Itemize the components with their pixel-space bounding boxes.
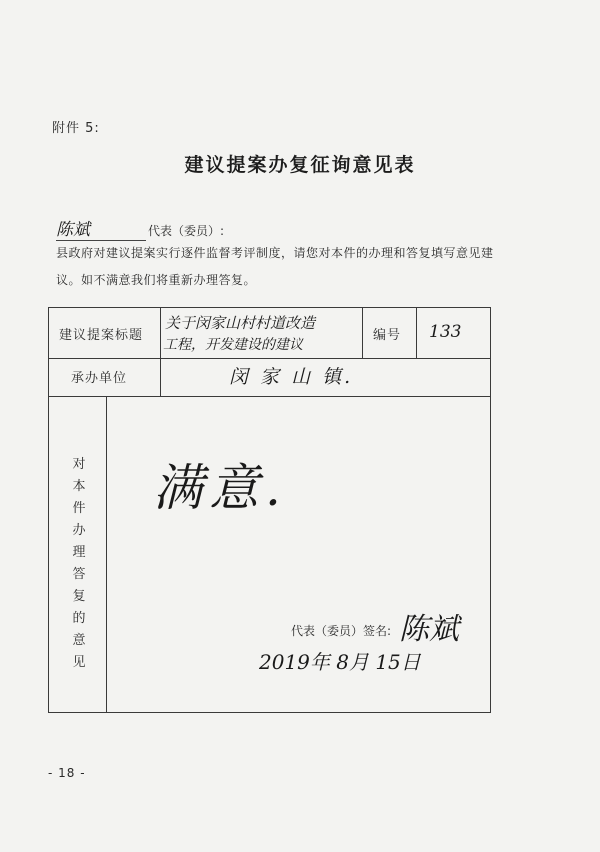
- number-value[interactable]: 133: [429, 322, 462, 342]
- notice-text: 县政府对建议提案实行逐件监督考评制度，请您对本件的办理和答复填写意见建议。如不满意我们将重新办理答复。: [56, 246, 494, 287]
- date-value[interactable]: 2019年 8月 15日: [259, 650, 421, 674]
- col-divider-label-title: [160, 308, 161, 396]
- title-value-line2[interactable]: 工程，开发建设的建议: [163, 337, 303, 353]
- number-label: 编号: [373, 328, 402, 343]
- col-divider-number-left: [362, 308, 363, 358]
- dept-label: 承办单位: [71, 371, 128, 386]
- dept-value[interactable]: 闵 家 山 镇.: [229, 366, 354, 388]
- representative-suffix: 代表（委员）:: [148, 224, 225, 238]
- col-divider-number-right: [416, 308, 417, 358]
- title-value-line1[interactable]: 关于闵家山村村道改造: [165, 314, 316, 332]
- page-number: - 18 -: [48, 766, 86, 780]
- opinion-form-table: [48, 307, 491, 713]
- title-label: 建议提案标题: [59, 328, 144, 343]
- opinion-label: 对本件办理答复的意见: [72, 457, 86, 670]
- representative-line: [56, 215, 224, 241]
- page-title: 建议提案办复征询意见表: [184, 154, 416, 176]
- signature-value[interactable]: 陈斌: [399, 612, 459, 647]
- signature-label: 代表（委员）签名:: [291, 624, 392, 638]
- opinion-value[interactable]: 满意.: [153, 459, 287, 517]
- representative-handwritten-name: 陈斌: [56, 215, 146, 241]
- col-divider-opinion: [106, 396, 107, 712]
- row-divider-1: [49, 358, 490, 359]
- appendix-label: 附件 5:: [52, 121, 100, 136]
- row-divider-2: [49, 396, 490, 397]
